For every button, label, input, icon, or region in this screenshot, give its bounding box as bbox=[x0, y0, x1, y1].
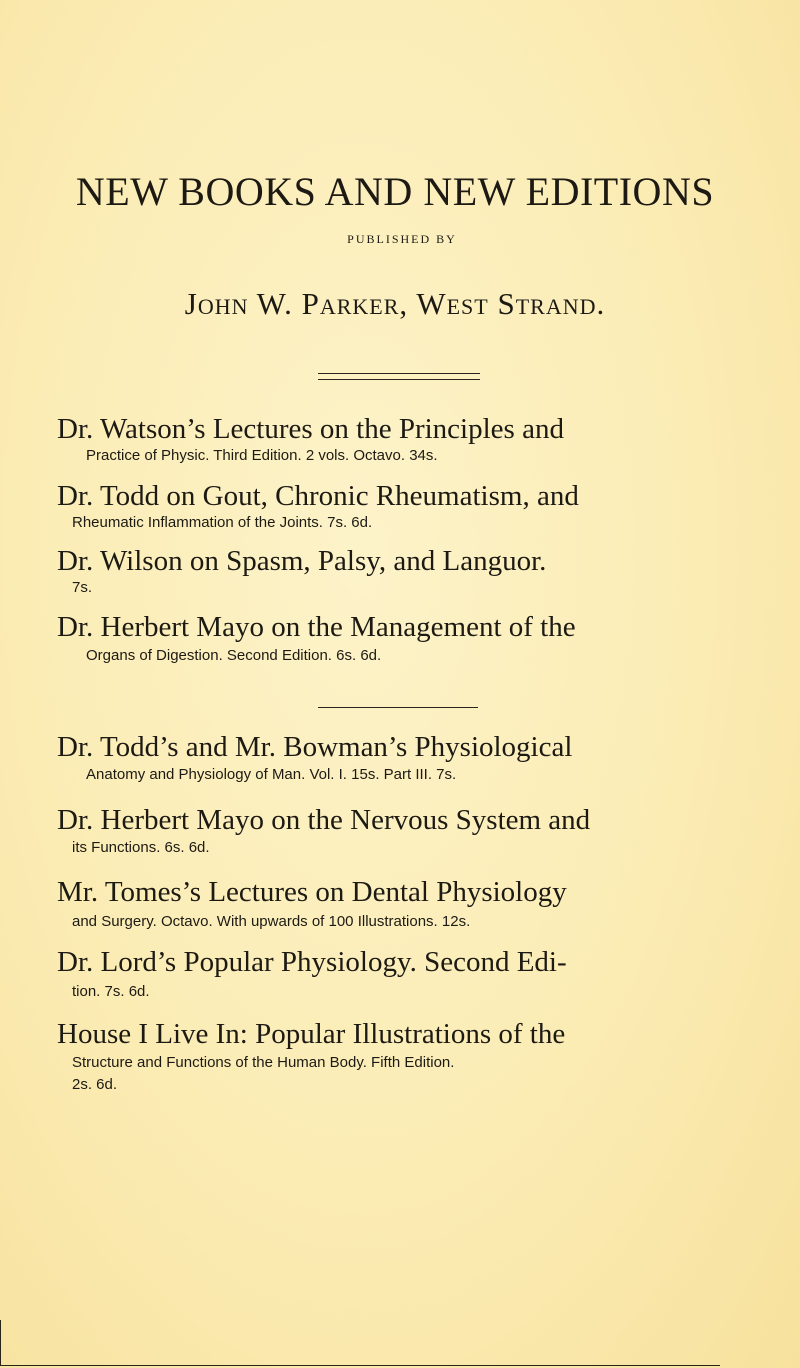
page-edge-vertical bbox=[0, 1320, 1, 1366]
book-title: Dr. Herbert Mayo on the Nervous System and bbox=[57, 804, 591, 836]
book-details: Anatomy and Physiology of Man. Vol. I. 15s. Part III. 7s. bbox=[86, 766, 457, 783]
book-details: its Functions. 6s. 6d. bbox=[72, 839, 210, 856]
book-details: Rheumatic Inflammation of the Joints. 7s. 6d. bbox=[72, 514, 373, 531]
book-price: 2s. 6d. bbox=[72, 1076, 118, 1093]
book-details: Practice of Physic. Third Edition. 2 vols. Octavo. 34s. bbox=[86, 447, 438, 464]
book-details: tion. 7s. 6d. bbox=[72, 983, 150, 1000]
book-title: Dr. Todd’s and Mr. Bowman’s Physiological bbox=[57, 731, 573, 763]
book-title: Dr. Watson’s Lectures on the Principles and bbox=[57, 413, 564, 445]
page-title: NEW BOOKS AND NEW EDITIONS bbox=[75, 169, 715, 214]
section-divider bbox=[318, 707, 478, 708]
publisher-name: John W. Parker, West Strand. bbox=[184, 286, 606, 321]
book-title: Dr. Lord’s Popular Physiology. Second Edi- bbox=[57, 946, 567, 978]
book-details: 7s. bbox=[72, 579, 93, 596]
double-rule-top bbox=[318, 373, 480, 374]
book-title: Dr. Todd on Gout, Chronic Rheumatism, and bbox=[57, 480, 579, 512]
book-details: and Surgery. Octavo. With upwards of 100 Illustrations. 12s. bbox=[72, 913, 471, 930]
page-edge-line bbox=[0, 1365, 720, 1366]
book-details: Organs of Digestion. Second Edition. 6s. 6d. bbox=[86, 647, 382, 664]
book-title: Mr. Tomes’s Lectures on Dental Physiology bbox=[57, 876, 567, 908]
book-title: Dr. Herbert Mayo on the Management of the bbox=[57, 611, 576, 643]
book-details: Structure and Functions of the Human Body. Fifth Edition. bbox=[72, 1054, 455, 1071]
published-by-label: PUBLISHED BY bbox=[347, 232, 457, 246]
book-title: Dr. Wilson on Spasm, Palsy, and Languor. bbox=[57, 545, 547, 577]
double-rule-bottom bbox=[318, 379, 480, 380]
book-title: House I Live In: Popular Illustrations of the bbox=[57, 1018, 566, 1050]
